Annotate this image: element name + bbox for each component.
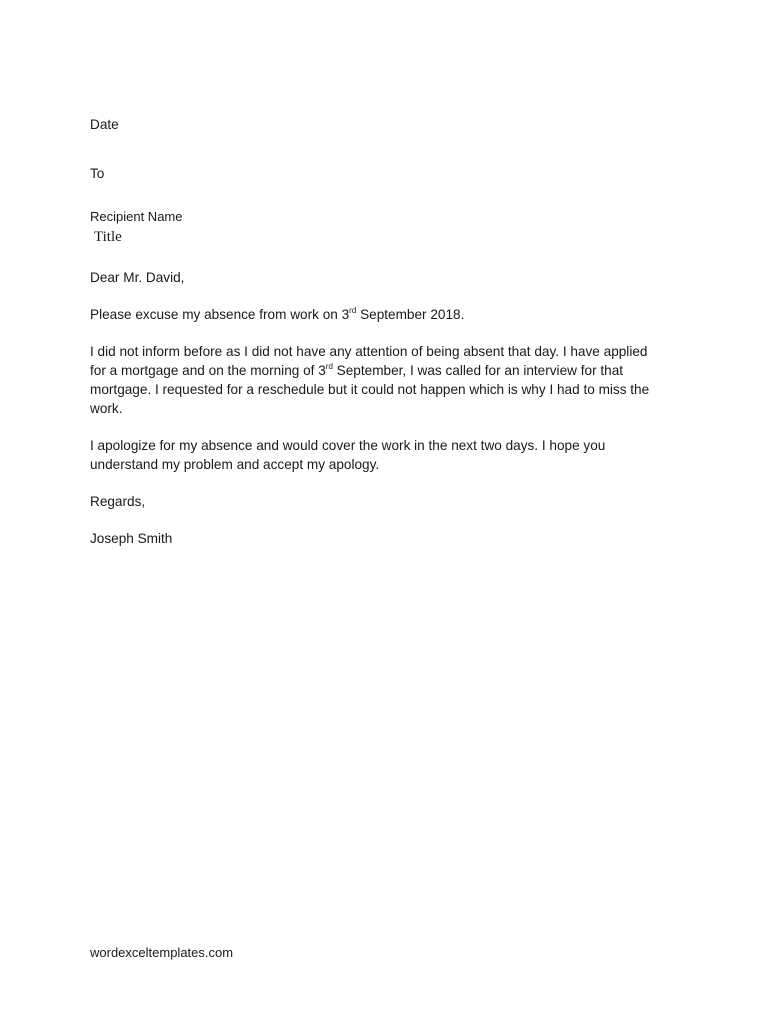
paragraph-line: I apologize for my absence and would cover the work in the next two days. I hope you: [90, 438, 606, 453]
paragraph-line: mortgage. I requested for a reschedule but it could not happen which is why I had to miss the: [90, 382, 650, 397]
closing: Regards,: [90, 494, 146, 509]
paragraph-line: work.: [90, 401, 123, 416]
ordinal-suffix: rd: [325, 362, 333, 371]
salutation: Dear Mr. David,: [90, 270, 185, 285]
paragraph-line: I did not inform before as I did not have any attention of being absent that day. I have applied: [90, 344, 648, 359]
paragraph-apology: [90, 436, 690, 474]
paragraph-line: for a mortgage and on the morning of 3rd September, I was called for an interview for that: [90, 362, 624, 378]
ordinal-suffix: rd: [349, 306, 357, 315]
paragraph-line: understand my problem and accept my apology.: [90, 457, 380, 472]
paragraph-line: Please excuse my absence from work on 3rd September 2018.: [90, 306, 465, 322]
recipient-name-label: Recipient Name: [90, 209, 183, 224]
to-label: To: [90, 166, 105, 181]
paragraph-explanation: [90, 342, 690, 418]
title-label: Title: [94, 229, 122, 245]
signature-name: Joseph Smith: [90, 531, 173, 546]
footer-website: wordexceltemplates.com: [90, 945, 234, 960]
paragraph-absence-date: [90, 305, 690, 324]
date-label: Date: [90, 117, 119, 132]
